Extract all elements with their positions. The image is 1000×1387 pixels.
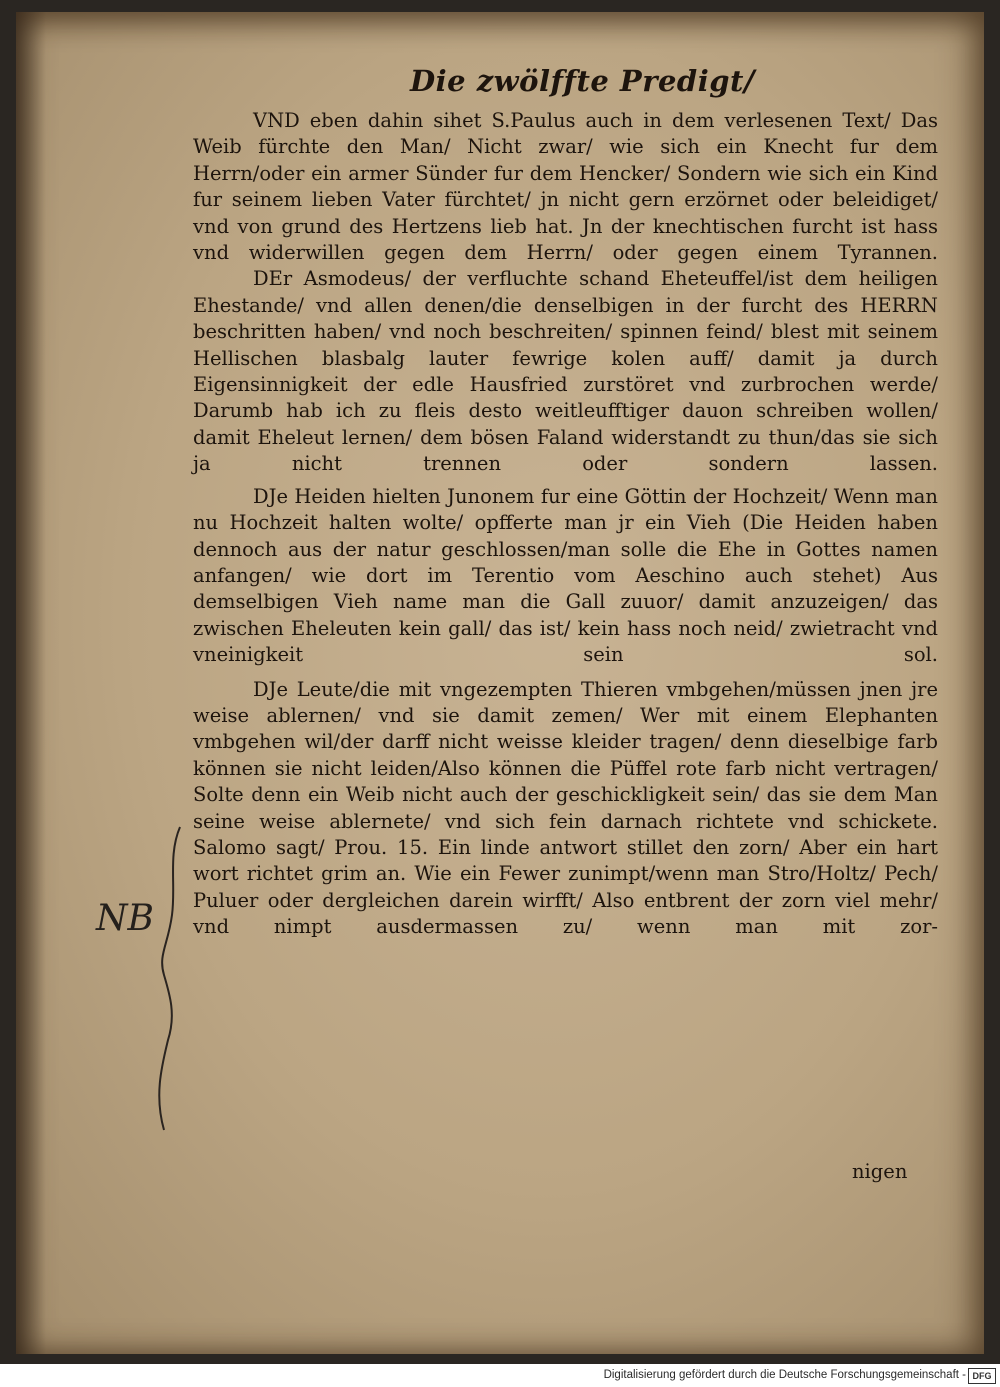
running-head: Die zwölffte Predigt/ [410,64,755,98]
paragraph-4: DJe Leute/die mit vngezempten Thieren vmbgehen/müssen jnen jre weise ablernen/ vnd sie damit zemen/ Wer mit einem Elephanten vmbgehen wil/der darff nicht weisse kleider tragen/ denn dieselbige farb können sie nicht leiden/Also können die Püffel rote farb nicht vertragen/ Solte denn ein Weib nicht auch der geschickligkeit sein/ das sie dem Man seine weise ablernete/ vnd sich fein darnach richtete vnd schickete. Salomo sagt/ Prou. 15. Ein linde antwort stillet den zorn/ Aber ein hart wort richtet grim an. Wie ein Fewer zunimpt/wenn man Stro/Holtz/ Pech/ Puluer oder dergleichen darein wirfft/ Also entbrent der zorn viel mehr/ vnd nimpt ausdermassen zu/ wenn man mit zor- [193,677,938,939]
catchword: nigen [852,1160,908,1183]
footer-credit: Digitalisierung gefördert durch die Deutsche Forschungsgemeinschaft - [603,1369,966,1381]
body-text [193,108,938,941]
margin-bracket-icon [150,825,190,1145]
paragraph-3: DJe Heiden hielten Junonem fur eine Göttin der Hochzeit/ Wenn man nu Hochzeit halten wolte/ opfferte man jr ein Vieh (Die Heiden haben dennoch aus der natur geschlossen/man solle die Ehe in Gottes namen anfangen/ wie dort im Terentio vom Aeschino auch stehet) Aus demselbigen Vieh name man die Gall zuuor/ damit anzuzeigen/ das zwischen Eheleuten kein gall/ das ist/ kein hass noch neid/ zwietracht vnd vneinigkeit sein sol. [193,484,938,667]
paragraph-2: DEr Asmodeus/ der verfluchte schand Eheteuffel/ist dem heiligen Ehestande/ vnd allen denen/die denselbigen in der furcht des HERRN beschritten haben/ vnd noch beschreiten/ spinnen feind/ blest mit seinem Hellischen blasbalg lauter fewrige kolen auff/ damit ja durch Eigensinnigkeit der edle Hausfried zurstöret vnd zurbrochen werde/ Darumb hab ich zu fleis desto weitleufftiger dauon schreiben wollen/ damit Eheleut lernen/ dem bösen Faland widerstandt zu thun/das sie sich ja nicht trennen oder sondern lassen. [193,267,938,476]
page-spine-shadow [16,12,46,1354]
dfg-logo-icon: DFG [968,1368,996,1384]
paragraph-1: VND eben dahin sihet S.Paulus auch in dem verlesenen Text/ Das Weib fürchte den Man/ Nicht zwar/ wie sich ein Knecht fur dem Herrn/oder ein armer Sünder fur dem Hencker/ Sondern wie sich ein Kind fur seinem lieben Vater fürchtet/ jn nicht gern erzörnet oder beleidiget/ vnd von grund des Hertzens lieb hat. Jn der knechtischen furcht ist hass vnd widerwillen gegen dem Herrn/ oder gegen einem Tyrannen. [193,109,938,265]
margin-note-handwritten: NB [96,898,154,939]
